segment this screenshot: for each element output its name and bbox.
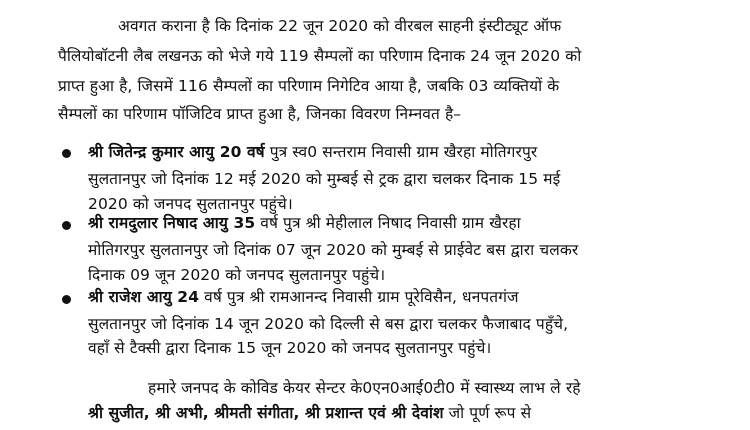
closing-names: श्री सुजीत, श्री अभी, श्रीमती संगीता, श्री प्रशान्त एवं श्री देवांश xyxy=(88,404,444,422)
case-2-line-1 xyxy=(88,213,521,233)
case-3-line-2: सुलतानपुर जो दिनांक 14 जून 2020 को दिल्ली से बस द्वारा चलकर फैजाबाद पहुँचे, xyxy=(88,315,569,333)
case-2-line-2: मोतिगरपुर सुलतानपुर जो दिनांक 07 जून 2020 को मुम्बई से प्राईवेट बस द्वारा चलकर xyxy=(88,241,579,259)
case-2-name: श्री रामदुलार निषाद आयु 35 xyxy=(88,214,256,232)
case-3-name: श्री राजेश आयु 24 xyxy=(88,288,200,306)
case-1-line-1-rest: पुत्र स्व0 सन्तराम निवासी ग्राम खैरहा मोतिगरपुर xyxy=(264,143,538,161)
bullet-icon xyxy=(62,149,71,158)
case-1-line-1 xyxy=(88,142,537,162)
case-1-name: श्री जितेन्द्र कुमार आयु 20 वर्ष xyxy=(88,143,265,161)
case-3-line-1 xyxy=(88,287,519,307)
case-2-line-1-rest: वर्ष पुत्र श्री मेहीलाल निषाद निवासी ग्राम खैरहा xyxy=(255,214,521,232)
closing-line-2-rest: जो पूर्ण रूप से xyxy=(443,404,532,422)
case-3-line-1-rest: वर्ष पुत्र श्री रामआनन्द निवासी ग्राम पूरेविसैन, धनपतगंज xyxy=(199,288,519,306)
intro-line-3: प्राप्त हुआ है, जिसमें 116 सैम्पलों का परिणाम निगेटिव आया है, जबकि 03 व्यक्तियों के xyxy=(58,77,560,95)
bullet-icon xyxy=(62,295,71,304)
closing-line-2 xyxy=(88,403,531,423)
bullet-icon xyxy=(62,221,71,230)
case-1-line-2: सुलतानपुर जो दिनांक 12 मई 2020 को मुम्बई से ट्रक द्वारा चलकर दिनाक 15 मई xyxy=(88,170,561,188)
intro-line-4: सैम्पलों का परिणाम पॉजिटिव प्राप्त हुआ है, जिनका विवरण निम्नवत है– xyxy=(58,105,462,123)
intro-line-1: अवगत कराना है कि दिनांक 22 जून 2020 को वीरबल साहनी इंस्टीट्यूट ऑफ xyxy=(118,17,562,35)
case-1-line-3: 2020 को जनपद सुलतानपुर पहुंचे। xyxy=(88,195,293,213)
intro-line-2: पैलियोबॉटनी लैब लखनऊ को भेजे गये 119 सैम्पलों का परिणाम दिनाक 24 जून 2020 को xyxy=(58,47,582,65)
case-3-line-3: वहाँ से टैक्सी द्वारा दिनाक 15 जून 2020 को जनपद सुलतानपुर पहुंचे। xyxy=(88,339,492,357)
case-2-line-3: दिनाक 09 जून 2020 को जनपद सुलतानपुर पहुंचे। xyxy=(88,266,386,284)
closing-line-1: हमारे जनपद के कोविड केयर सेन्टर के0एन0आई0टी0 में स्वास्थ्य लाभ ले रहे xyxy=(148,379,581,397)
